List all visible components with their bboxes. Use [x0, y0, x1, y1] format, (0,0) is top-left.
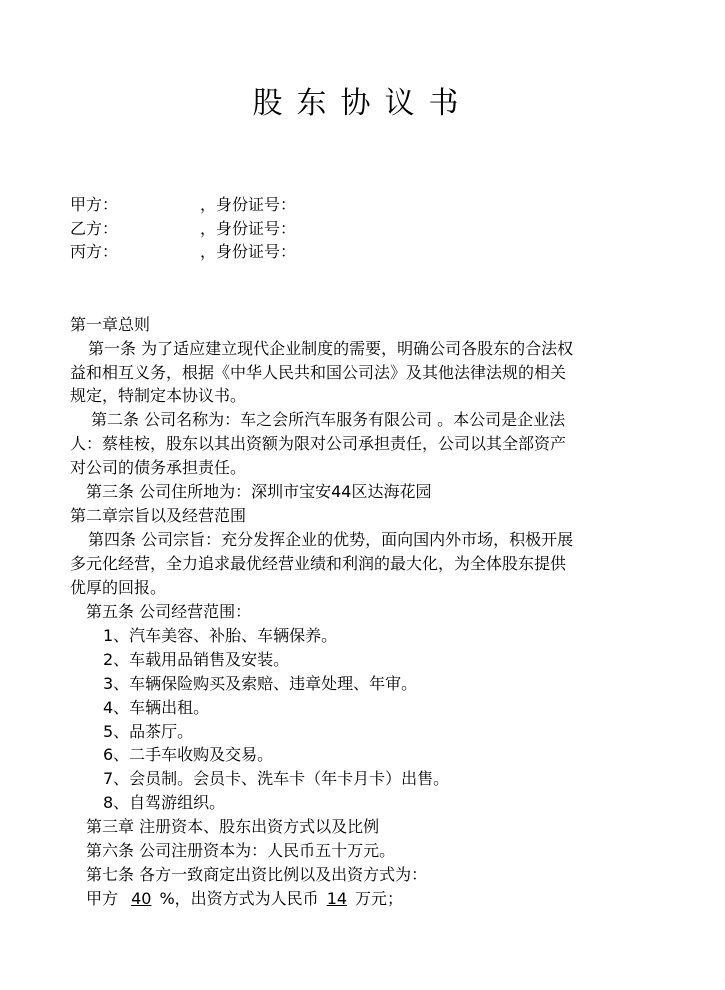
party-a-id-label: ，身份证号：: [200, 195, 297, 214]
article-1-line-1: 第一条 为了适应建立现代企业制度的需要，明确公司各股东的合法权: [88, 339, 574, 358]
article-7-line: 第七条 各方一致商定出资比例以及出资方式为：: [86, 865, 428, 884]
party-c-row: [70, 240, 297, 264]
scope-item-4: 4、车辆出租。: [103, 698, 210, 717]
party-c-label: 丙方：: [70, 242, 119, 261]
party-c-id-label: ，身份证号：: [200, 242, 297, 261]
contribution-amount: 14: [326, 889, 348, 908]
chapter-1-heading: 第一章总则: [70, 315, 151, 334]
article-4-line-2: 多元化经营，全力追求最优经营业绩和利润的最大化，为全体股东提供: [70, 554, 567, 573]
article-4-line-1: 第四条 公司宗旨：充分发挥企业的优势，面向国内外市场，积极开展: [88, 530, 574, 549]
contribution-unit-text: 万元；: [355, 889, 404, 908]
article-2-line-2: 人：蔡桂桉，股东以其出资额为限对公司承担责任，公司以其全部资产: [70, 434, 567, 453]
chapter-3-heading: 第三章 注册资本、股东出资方式以及比例: [86, 817, 380, 836]
scope-item-5: 5、品茶厅。: [103, 722, 194, 741]
article-2-line-1: 第二条 公司名称为：车之会所汽车服务有限公司 。本公司是企业法: [91, 410, 566, 429]
party-a-label: 甲方：: [70, 195, 119, 214]
party-b-id-label: ，身份证号：: [200, 219, 297, 238]
article-6-line: 第六条 公司注册资本为：人民币五十万元。: [86, 841, 396, 860]
contribution-ratio: 40: [131, 889, 152, 908]
document-title: 股东协议书: [252, 86, 473, 121]
article-1-line-3: 规定，特制定本协议书。: [70, 386, 247, 405]
scope-item-1: 1、汽车美容、补胎、车辆保养。: [103, 626, 338, 645]
article-5-heading: 第五条 公司经营范围：: [86, 602, 252, 621]
scope-item-7: 7、会员制。会员卡、洗车卡（年卡月卡）出售。: [103, 769, 450, 788]
scope-item-2: 2、车载用品销售及安装。: [103, 650, 290, 669]
article-3-line: 第三条 公司住所地为：深圳市宝安44区达海花园: [86, 482, 432, 501]
scope-item-6: 6、二手车收购及交易。: [103, 745, 274, 764]
party-a-row: [70, 193, 297, 217]
scope-item-8: 8、自驾游组织。: [103, 793, 226, 812]
contribution-party-label: 甲方: [86, 889, 119, 908]
article-4-line-3: 优厚的回报。: [70, 578, 167, 597]
party-b-row: [70, 217, 297, 241]
party-a-contribution-line: [86, 887, 403, 911]
article-2-line-3: 对公司的债务承担责任。: [70, 458, 247, 477]
party-b-label: 乙方：: [70, 219, 119, 238]
scope-item-3: 3、车辆保险购买及索赔、违章处理、年审。: [103, 674, 418, 693]
contribution-method-text: %，出资方式为人民币: [159, 889, 319, 908]
chapter-2-heading: 第二章宗旨以及经营范围: [70, 506, 247, 525]
article-1-line-2: 益和相互义务，根据《中华人民共和国公司法》及其他法律法规的相关: [70, 363, 567, 382]
